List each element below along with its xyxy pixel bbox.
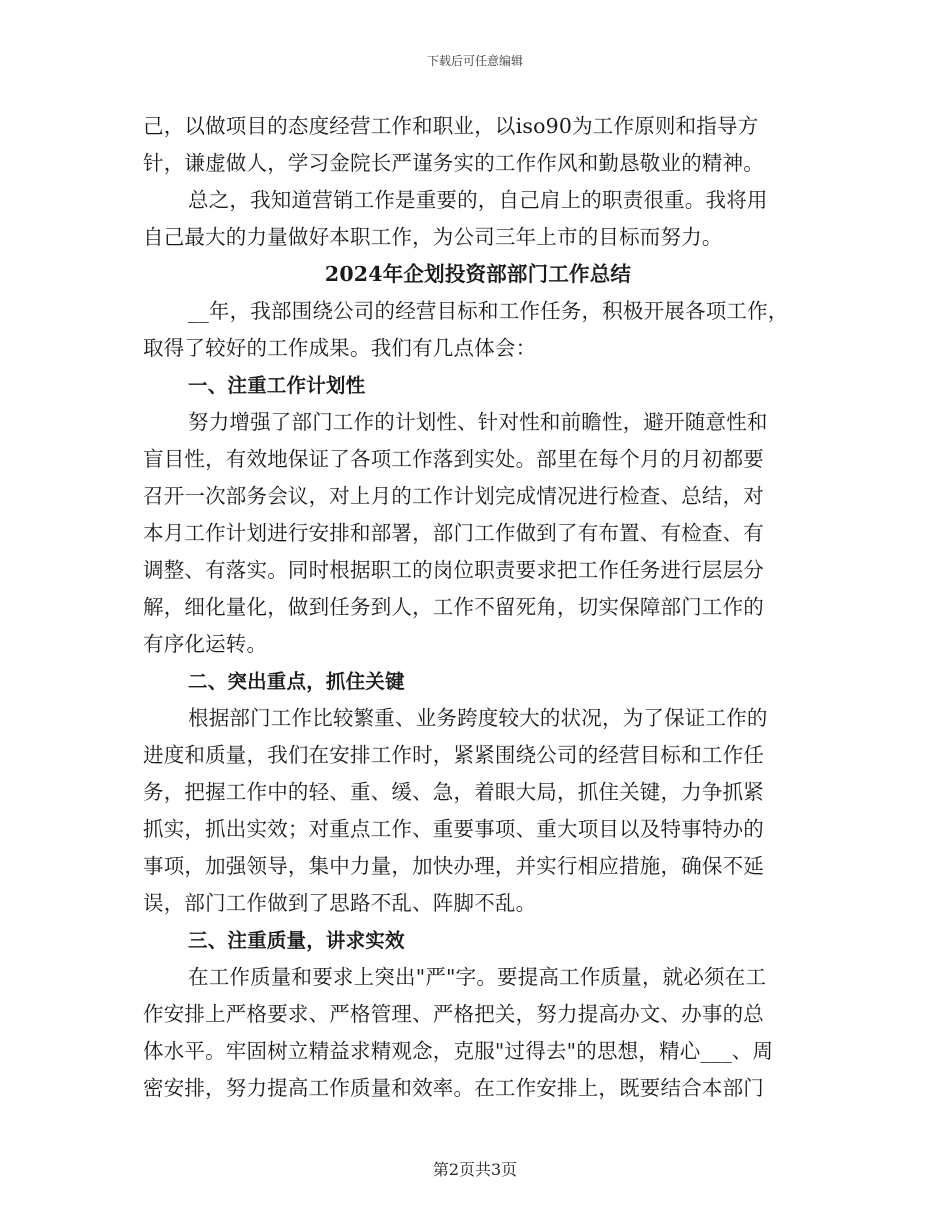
paragraph-line: 努力增强了部门工作的计划性、针对性和前瞻性，避开随意性和 [188, 410, 768, 434]
paragraph-line: __年，我部围绕公司的经营目标和工作任务，积极开展各项工作， [188, 299, 789, 323]
page-footer: 第2页共3页 [432, 1160, 518, 1179]
paragraph-line: 解，细化量化，做到任务到人，工作不留死角，切实保障部门工作的 [143, 595, 764, 619]
document-title: 2024年企划投资部部门工作总结 [324, 262, 632, 286]
paragraph-line: 召开一次部务会议，对上月的工作计划完成情况进行检查、总结，对 [143, 484, 764, 508]
paragraph-line: 针，谦虚做人，学习金院长严谨务实的工作作风和勤恳敬业的精神。 [143, 151, 764, 175]
paragraph-line: 根据部门工作比较繁重、业务跨度较大的状况，为了保证工作的 [188, 706, 768, 730]
document-body [143, 108, 803, 1107]
paragraph-line: 取得了较好的工作成果。我们有几点体会： [143, 336, 537, 360]
paragraph-line: 盲目性，有效地保证了各项工作落到实处。部里在每个月的月初都要 [143, 447, 764, 471]
paragraph-line: 务，把握工作中的轻、重、缓、急，着眼大局，抓住关键，力争抓紧 [143, 780, 764, 804]
paragraph-line: 本月工作计划进行安排和部署，部门工作做到了有布置、有检查、有 [143, 521, 764, 545]
paragraph-line: 密安排，努力提高工作质量和效率。在工作安排上，既要结合本部门 [143, 1076, 764, 1100]
paragraph-line: 事项，加强领导，集中力量，加快办理，并实行相应措施，确保不延 [143, 854, 764, 878]
paragraph-line: 误，部门工作做到了思路不乱、阵脚不乱。 [143, 891, 537, 915]
paragraph-line: 在工作质量和要求上突出"严"字。要提高工作质量，就必须在工 [188, 965, 767, 989]
paragraph-line: 体水平。牢固树立精益求精观念，克服"过得去"的思想，精心___、周 [143, 1039, 774, 1063]
section-heading: 一、注重工作计划性 [188, 374, 366, 397]
paragraph-line: 进度和质量，我们在安排工作时，紧紧围绕公司的经营目标和工作任 [143, 743, 764, 767]
paragraph-line: 调整、有落实。同时根据职工的岗位职责要求把工作任务进行层层分 [143, 558, 764, 582]
section-heading: 三、注重质量，讲求实效 [188, 929, 405, 952]
paragraph-line: 己，以做项目的态度经营工作和职业，以iso90为工作原则和指导方 [143, 114, 759, 138]
section-heading: 二、突出重点，抓住关键 [188, 670, 405, 693]
paragraph-line: 自己最大的力量做好本职工作，为公司三年上市的目标而努力。 [143, 225, 723, 249]
page-header: 下载后可任意编辑 [426, 54, 523, 68]
paragraph-line: 总之，我知道营销工作是重要的，自己肩上的职责很重。我将用 [188, 188, 768, 212]
paragraph-line: 有序化运转。 [143, 632, 268, 656]
paragraph-line: 抓实，抓出实效；对重点工作、重要事项、重大项目以及特事特办的 [143, 817, 764, 841]
paragraph-line: 作安排上严格要求、严格管理、严格把关，努力提高办文、办事的总 [143, 1002, 764, 1026]
